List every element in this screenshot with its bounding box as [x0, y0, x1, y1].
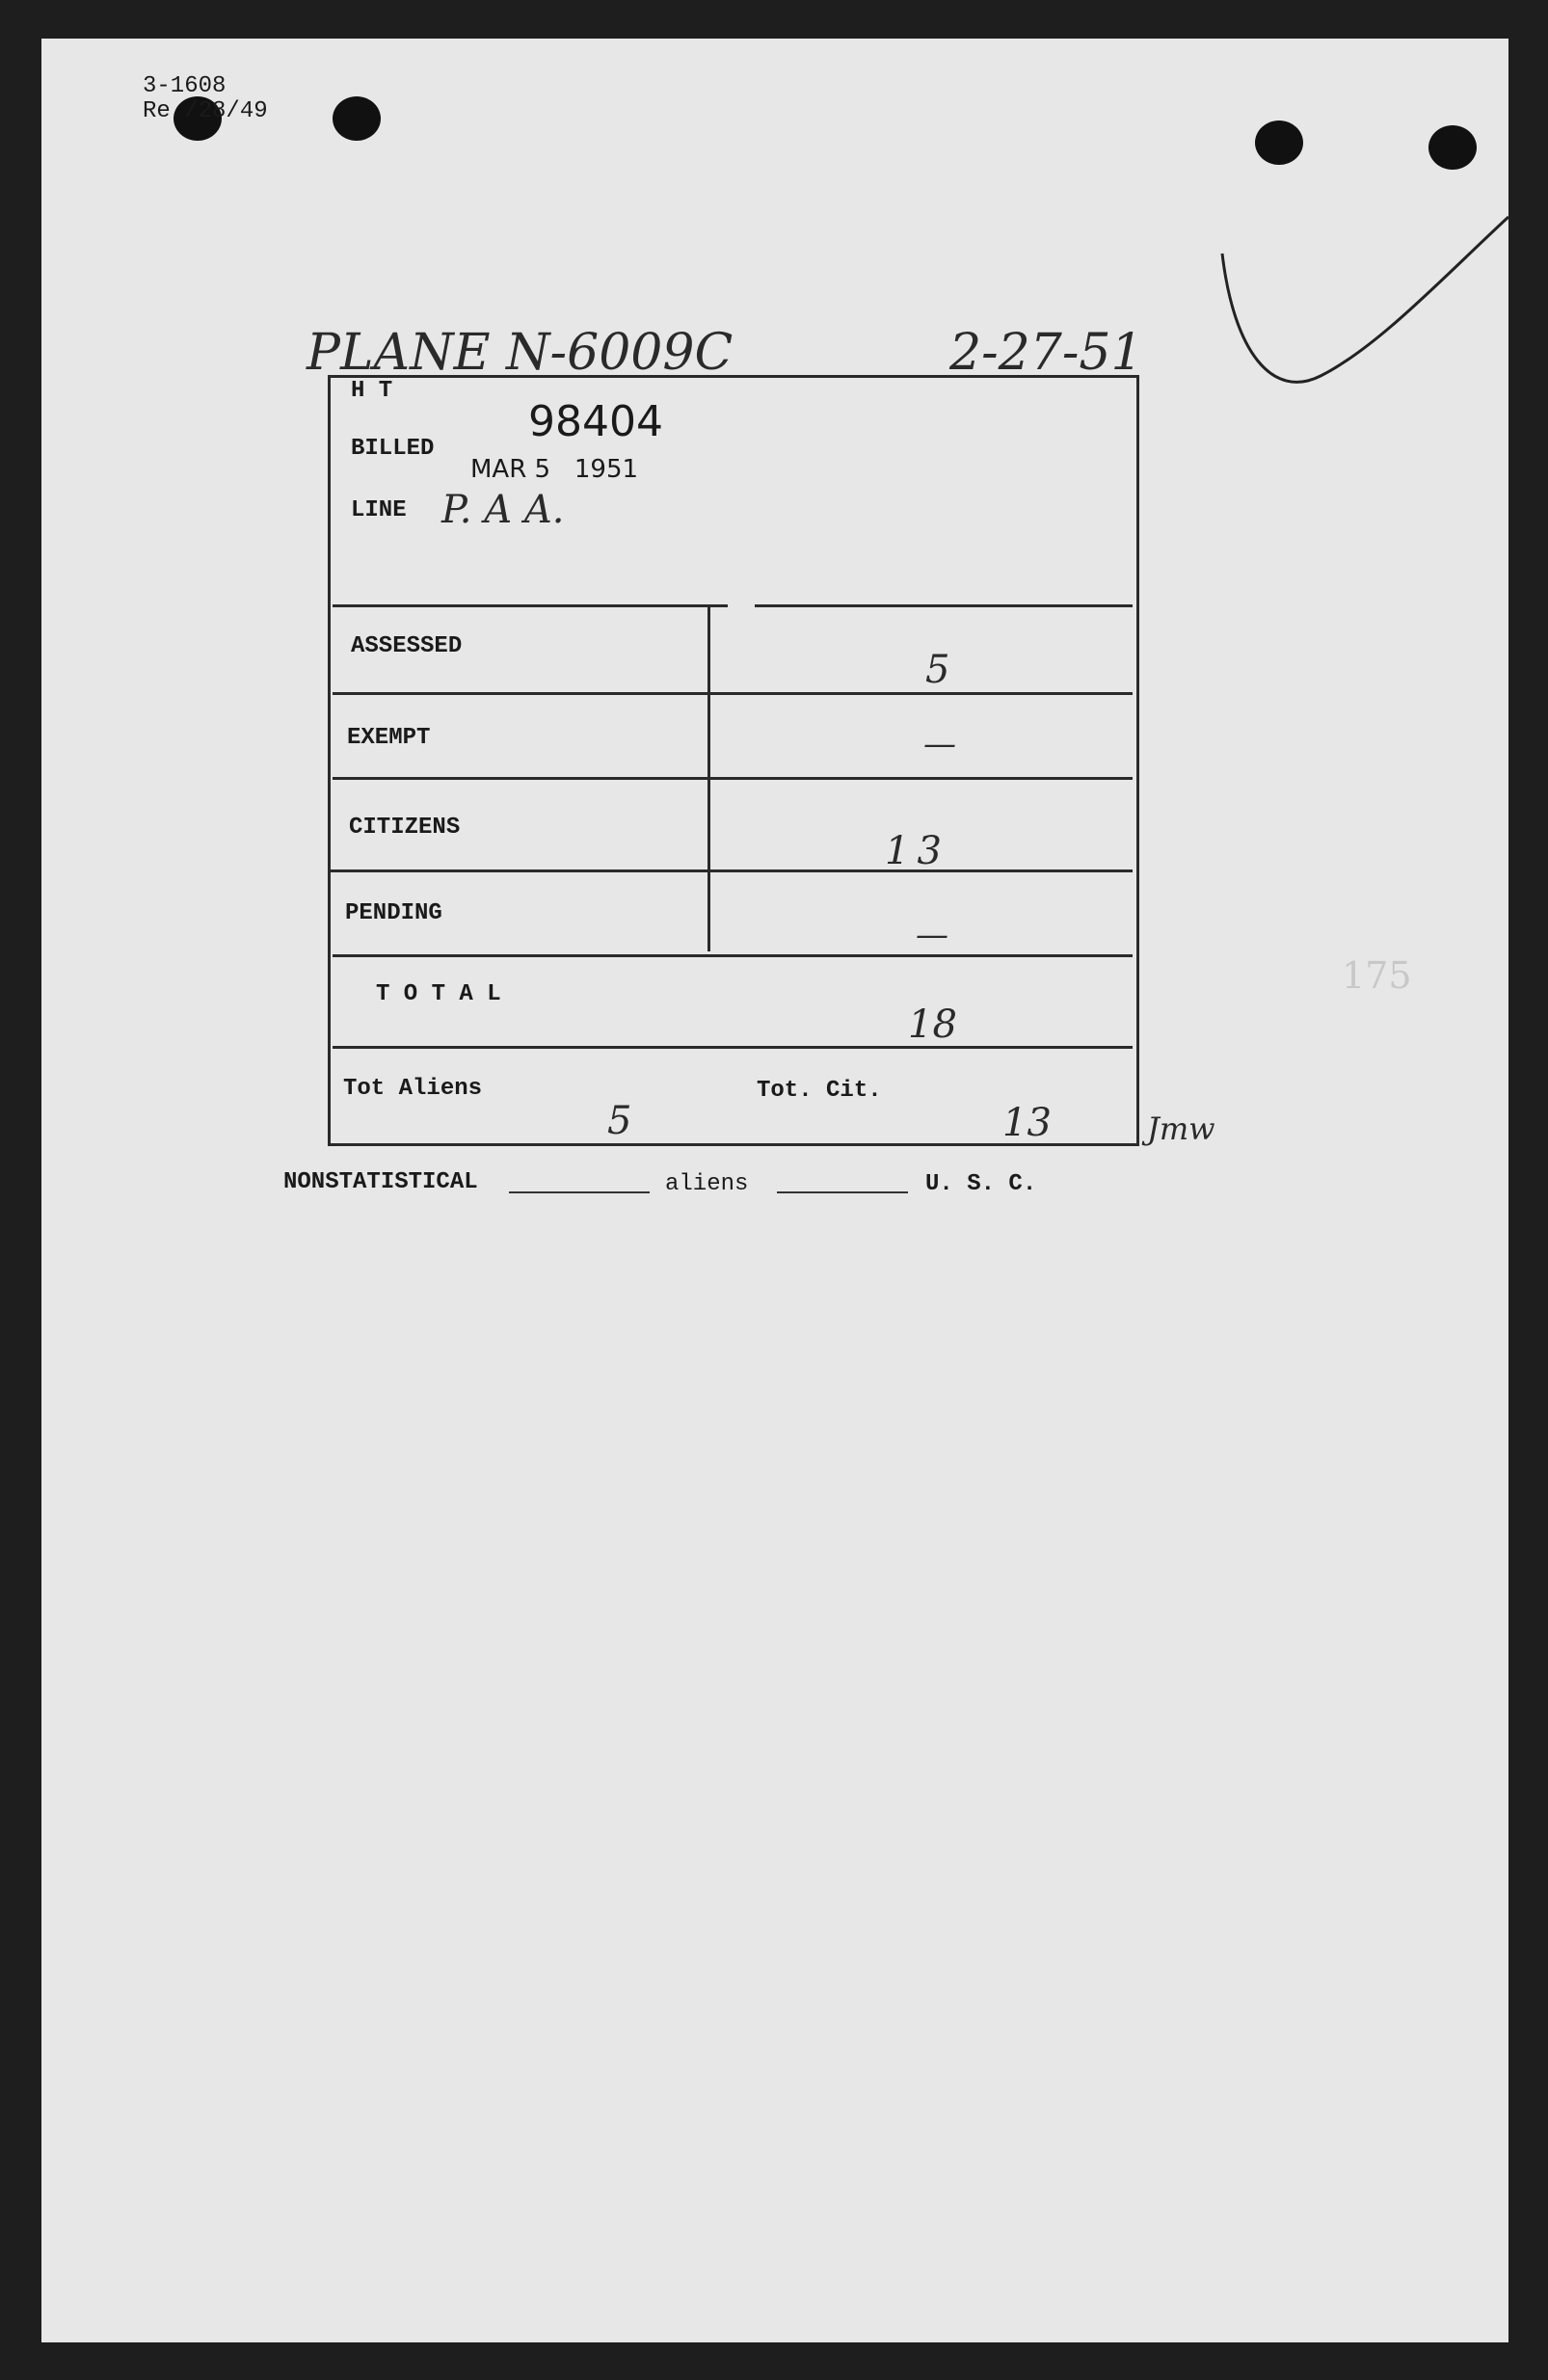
page-number: 175 — [1342, 954, 1412, 997]
citizens-value: 13 — [885, 829, 949, 873]
form-revision: Re /28/49 — [143, 98, 268, 124]
total-label: T O T A L — [376, 981, 501, 1007]
nonstatistical-label: NONSTATISTICAL — [283, 1169, 478, 1195]
citizens-label: CITIZENS — [349, 815, 461, 841]
billed-label: BILLED — [351, 436, 435, 462]
total-value: 18 — [908, 1003, 957, 1047]
assessed-label: ASSESSED — [351, 633, 463, 659]
aliens-label: aliens — [665, 1171, 749, 1197]
nonstatistical-blank — [509, 1191, 650, 1193]
exempt-label: EXEMPT — [347, 725, 431, 751]
grid-line — [333, 954, 1133, 957]
pending-label: PENDING — [345, 900, 442, 926]
punch-hole — [1428, 125, 1477, 170]
usc-label: U. S. C. — [925, 1171, 1037, 1197]
exempt-value: — — [923, 725, 956, 763]
grid-line — [333, 1046, 1133, 1049]
grid-line — [755, 604, 1133, 607]
grid-line — [333, 777, 1133, 780]
line-value: P. A A. — [441, 488, 565, 532]
punch-hole — [1255, 120, 1303, 165]
handwritten-date: 2-27-51 — [949, 324, 1143, 382]
tot-cit-label: Tot. Cit. — [757, 1078, 882, 1104]
assessed-value: 5 — [925, 648, 950, 692]
pending-value: — — [916, 916, 948, 954]
tot-cit-value: 13 — [1002, 1101, 1052, 1145]
billed-date-stamp: MAR 5 1951 — [470, 455, 639, 484]
initials: Jmw — [1147, 1110, 1215, 1147]
grid-line — [333, 692, 1133, 695]
check-mark-icon — [1214, 207, 1513, 400]
plane-id: PLANE N-6009C — [307, 324, 734, 382]
ht-label: H T — [351, 378, 393, 404]
punch-hole — [333, 96, 381, 141]
aliens-blank — [777, 1191, 908, 1193]
form-number: 3-1608 — [143, 73, 227, 99]
line-label: LINE — [351, 497, 407, 523]
ht-number: 98404 — [528, 397, 663, 446]
tot-aliens-value: 5 — [607, 1099, 632, 1143]
tot-aliens-label: Tot Aliens — [343, 1076, 483, 1102]
grid-line — [328, 869, 1133, 872]
grid-line — [333, 604, 728, 607]
